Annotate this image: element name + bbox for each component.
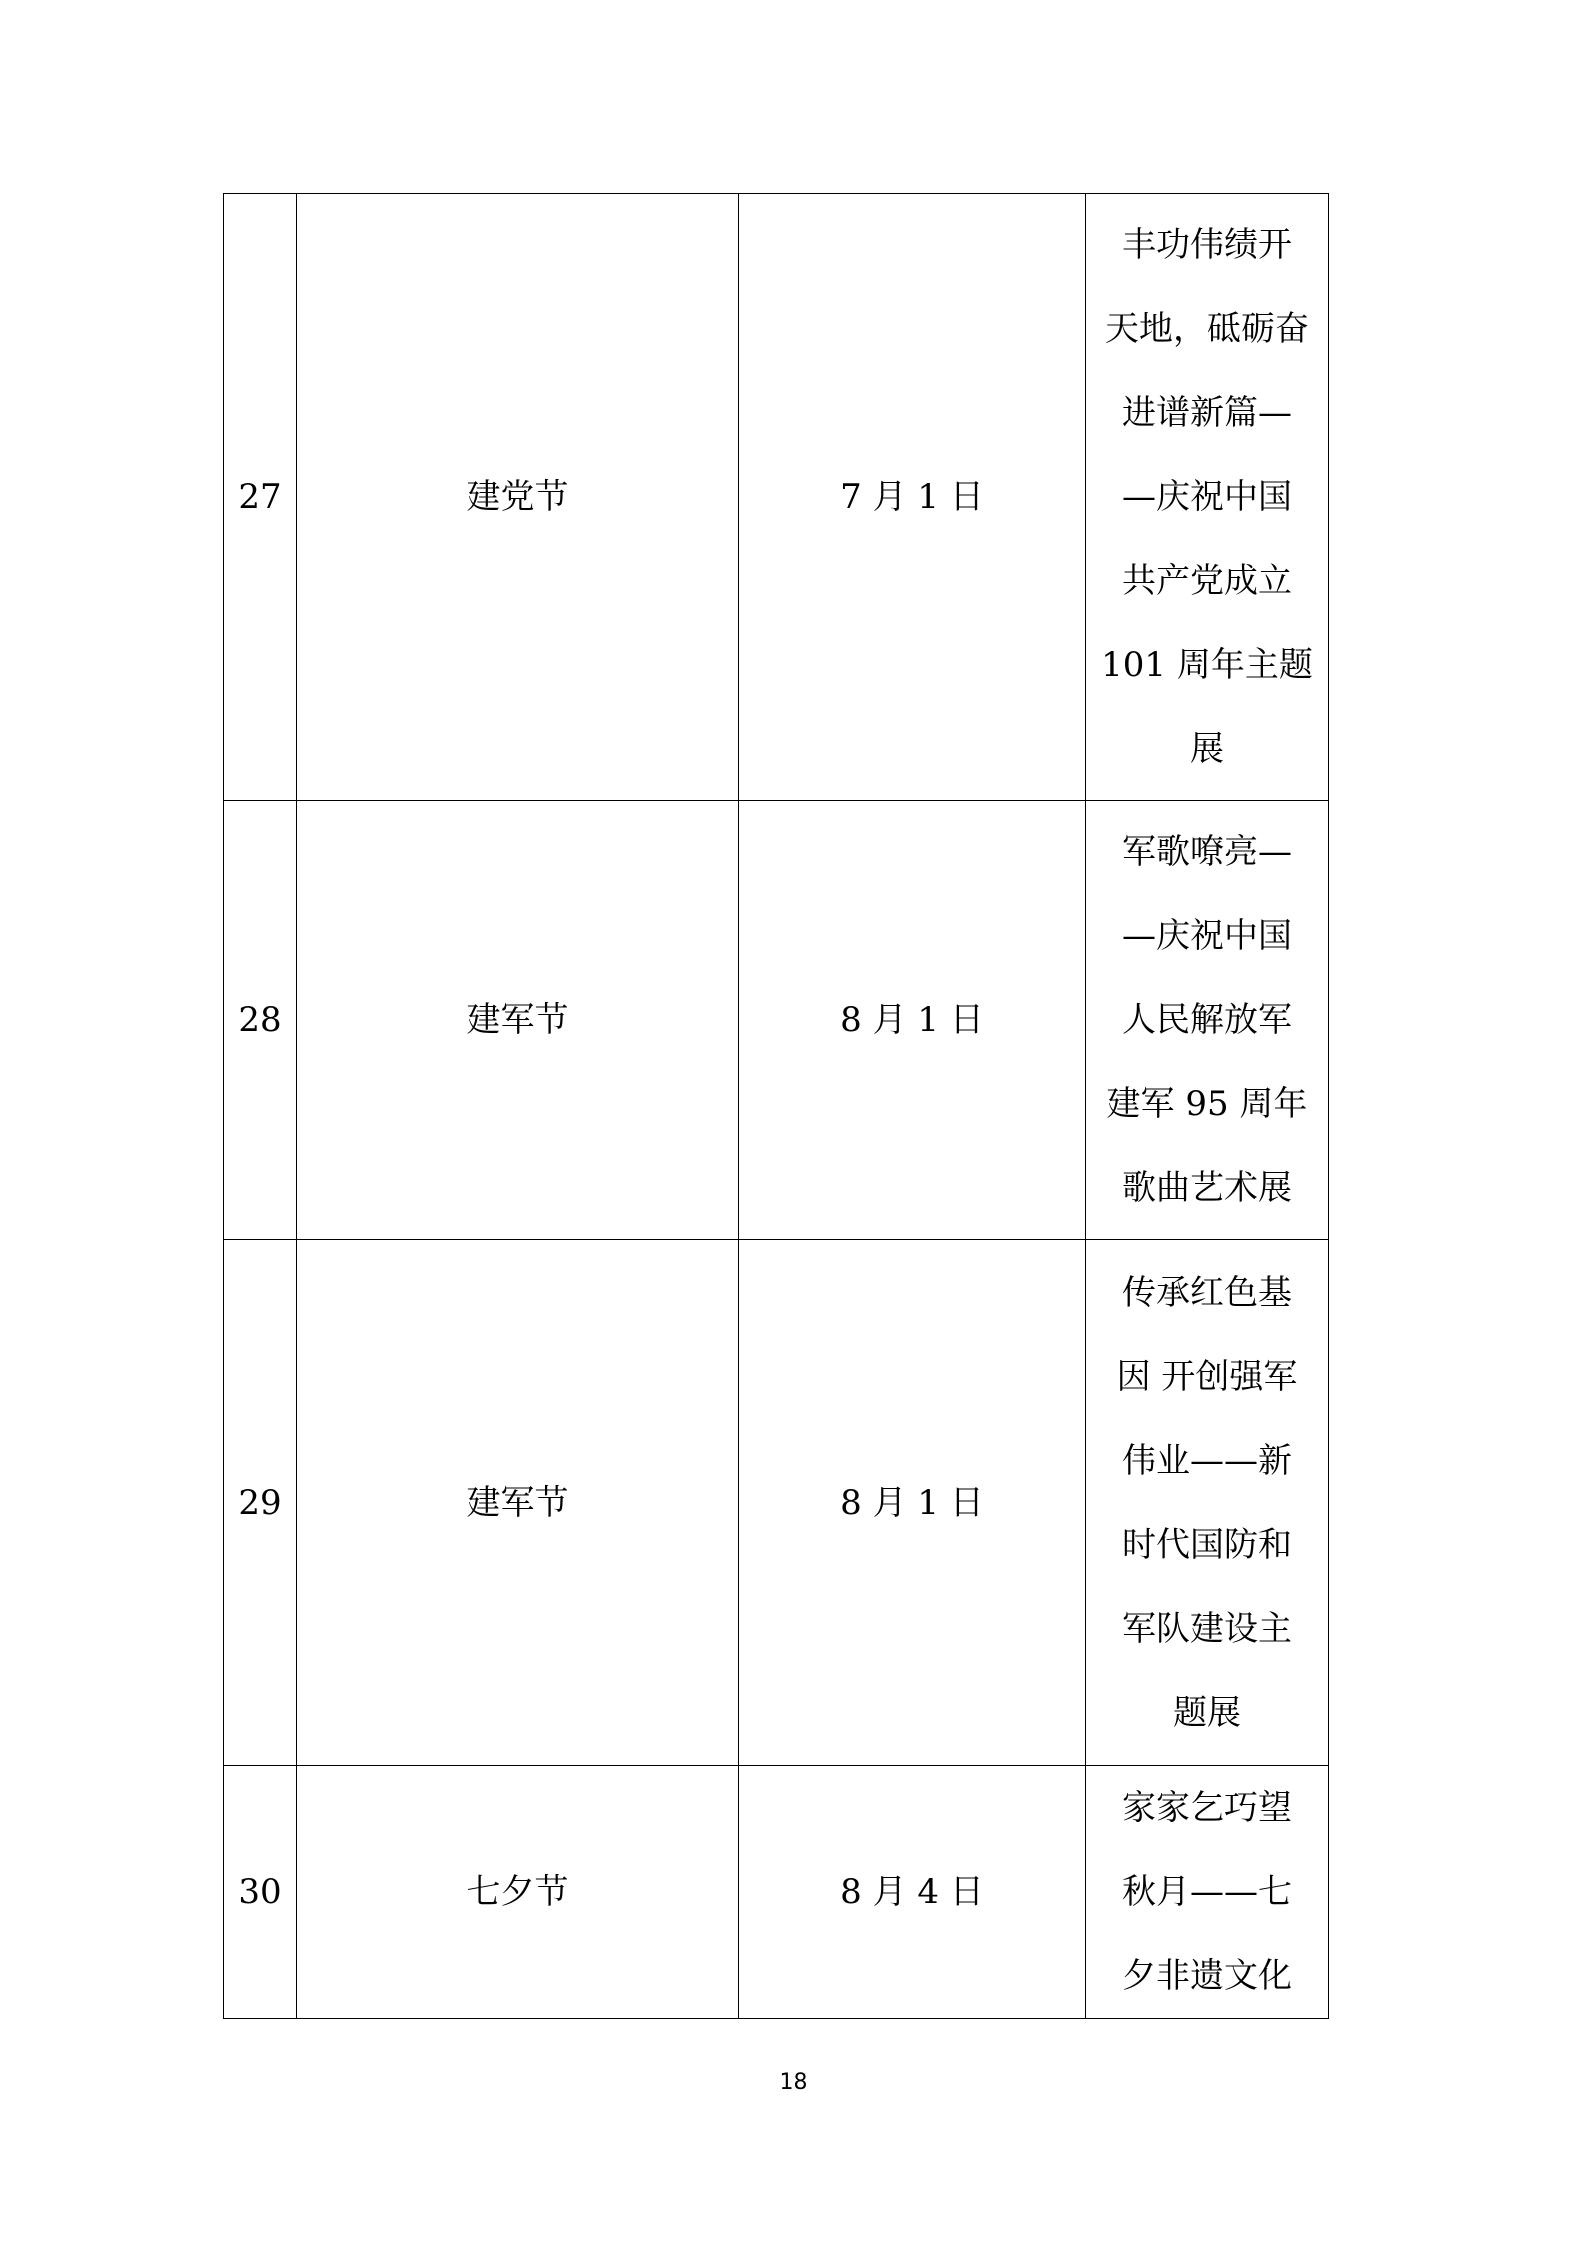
theme-line: —庆祝中国: [1122, 477, 1292, 517]
row-number-cell: 30: [224, 1766, 297, 2019]
festival-cell: 建军节: [297, 801, 739, 1240]
theme-cell: [1086, 801, 1329, 1240]
theme-line: 丰功伟绩开: [1122, 225, 1292, 265]
theme-line: 人民解放军: [1122, 1000, 1292, 1040]
date-cell: 8 月 1 日: [739, 1240, 1086, 1766]
row-number-cell: 28: [224, 801, 297, 1240]
theme-cell: [1086, 194, 1329, 801]
theme-line: 题展: [1173, 1692, 1241, 1733]
row-number-cell: 29: [224, 1240, 297, 1766]
row-number-cell: 27: [224, 194, 297, 801]
theme-line: 建军 95 周年: [1106, 1084, 1308, 1124]
table-row: [224, 1240, 1329, 1766]
theme-line: 歌曲艺术展: [1122, 1168, 1292, 1208]
theme-line: 进谱新篇—: [1122, 393, 1292, 433]
theme-line: 共产党成立: [1122, 561, 1292, 601]
theme-line: 军歌嘹亮—: [1122, 832, 1292, 872]
date-cell: 8 月 1 日: [739, 801, 1086, 1240]
theme-line: 101 周年主题: [1101, 645, 1313, 685]
theme-line: 天地，砥砺奋: [1105, 309, 1309, 349]
festival-cell: 七夕节: [297, 1766, 739, 2019]
date-cell: 7 月 1 日: [739, 194, 1086, 801]
table-row: [224, 194, 1329, 801]
theme-line: 家家乞巧望: [1122, 1788, 1292, 1828]
theme-line: 传承红色基: [1122, 1272, 1292, 1313]
theme-line: 时代国防和: [1122, 1524, 1292, 1565]
theme-cell: [1086, 1240, 1329, 1766]
festival-cell: 建军节: [297, 1240, 739, 1766]
theme-cell: [1086, 1766, 1329, 2019]
date-cell: 8 月 4 日: [739, 1766, 1086, 2019]
table-row: [224, 801, 1329, 1240]
theme-line: 展: [1190, 729, 1224, 769]
table-row: [224, 1766, 1329, 2019]
page-number: 18: [779, 2070, 808, 2095]
theme-line: —庆祝中国: [1122, 916, 1292, 956]
festival-cell: 建党节: [297, 194, 739, 801]
theme-line: 伟业——新: [1122, 1440, 1292, 1481]
theme-line: 夕非遗文化: [1122, 1956, 1292, 1996]
theme-line: 秋月——七: [1122, 1872, 1292, 1912]
festival-exhibition-table: [223, 193, 1329, 2019]
theme-line: 军队建设主: [1122, 1608, 1292, 1649]
theme-line: 因 开创强军: [1116, 1356, 1298, 1397]
